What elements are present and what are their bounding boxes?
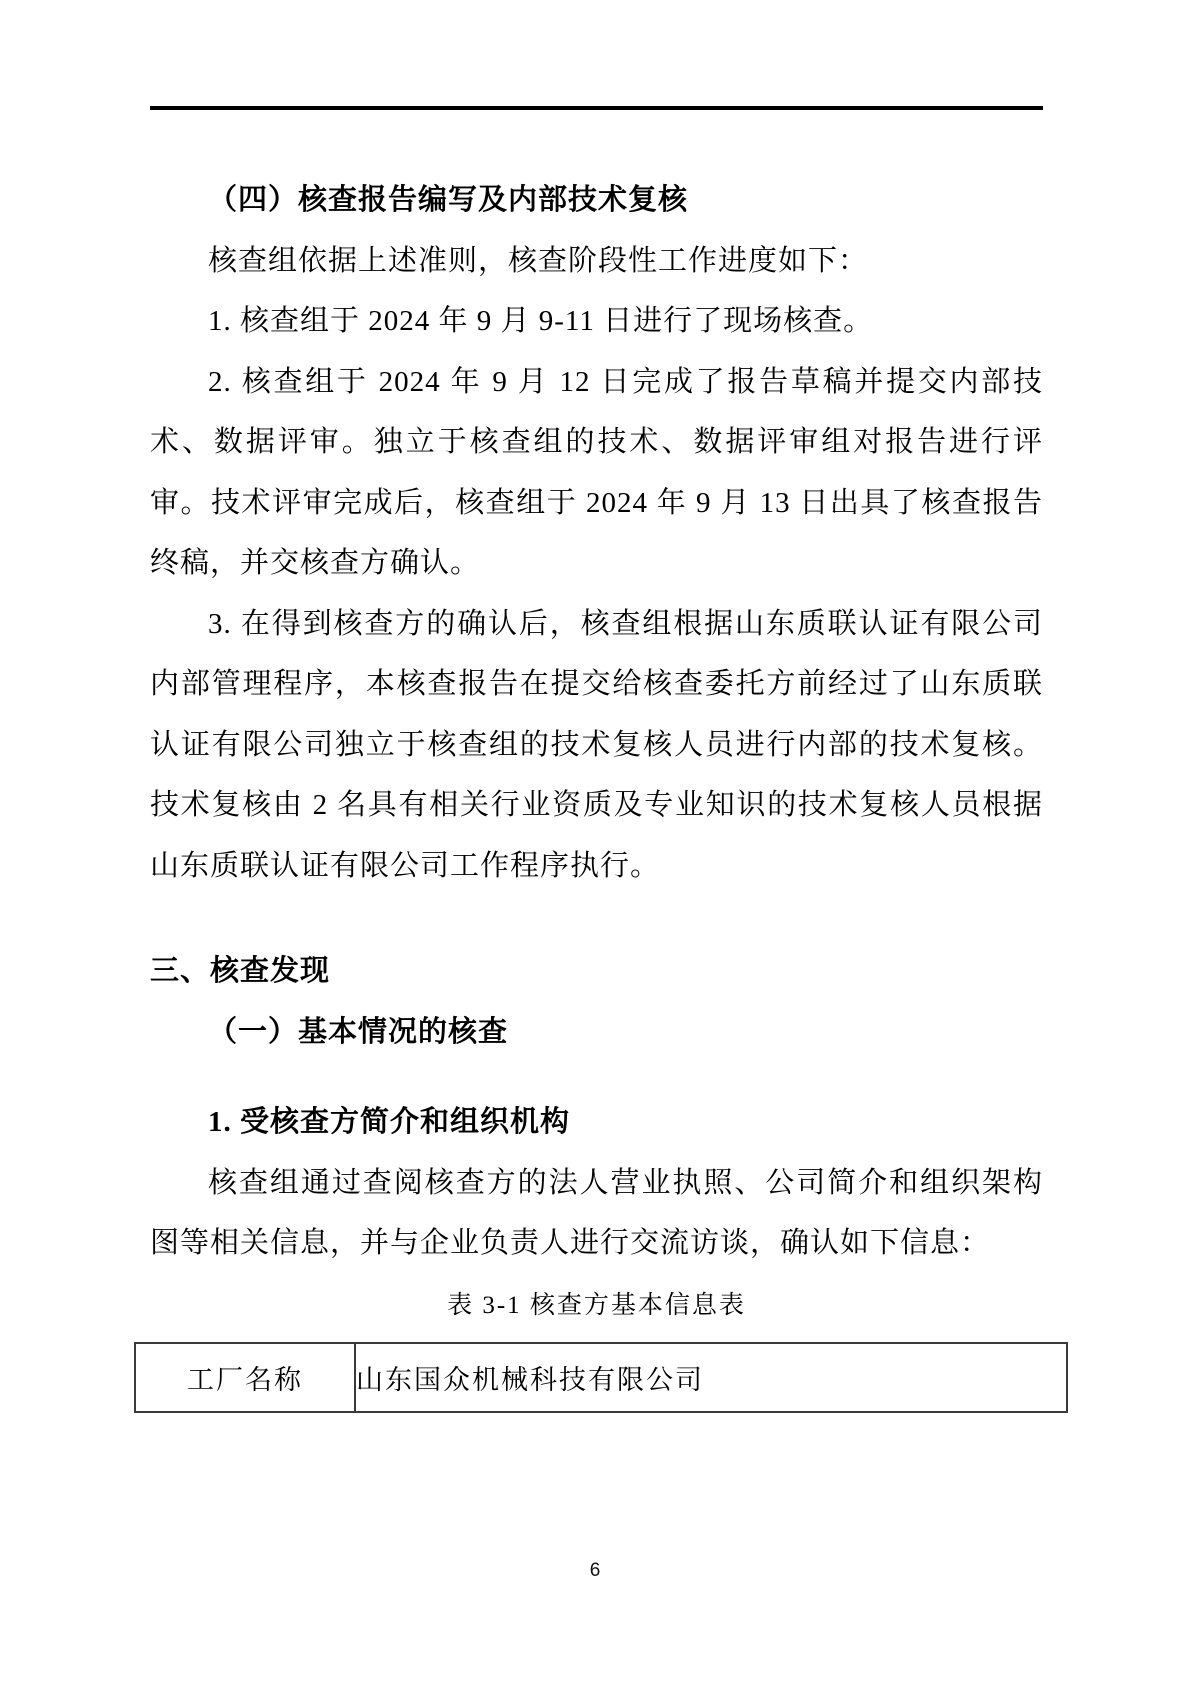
section4-heading: （四）核查报告编写及内部技术复核 <box>208 184 689 216</box>
subsection1-1-heading: 1. 受核查方简介和组织机构 <box>208 1106 571 1138</box>
document-body <box>150 170 1043 1326</box>
paragraph-intro: 核查组依据上述准则，核查阶段性工作进度如下： <box>208 244 869 277</box>
basic-info-table <box>134 1342 1068 1413</box>
table-caption: 表 3-1 核查方基本信息表 <box>447 1291 746 1319</box>
header-rule <box>150 106 1043 110</box>
factory-name-value: 山东国众机械科技有限公司 <box>355 1343 1067 1412</box>
factory-name-label: 工厂名称 <box>135 1343 355 1412</box>
table-row <box>135 1343 1067 1412</box>
paragraph-item1: 1. 核查组于 2024 年 9 月 9-11 日进行了现场核查。 <box>208 305 874 337</box>
page-content <box>150 0 1043 1413</box>
section3-heading: 三、核查发现 <box>150 955 331 987</box>
paragraph-item3: 3. 在得到核查方的确认后，核查组根据山东质联认证有限公司内部管理程序，本核查报告在提交给核查委托方前经过了山东质联认证有限公司独立于核查组的技术复核人员进行内部的技术复核。技术复核由 2 名具有相关行业资质及专业知识的技术复核人员根据山东质联认证有限公司工作程序执行。 <box>150 607 1043 882</box>
page-number: 6 <box>589 1560 601 1581</box>
paragraph-item2: 2. 核查组于 2024 年 9 月 12 日完成了报告草稿并提交内部技术、数据评审。独立于核查组的技术、数据评审组对报告进行评审。技术评审完成后，核查组于 2024 年 9 月 13 日出具了核查报告终稿，并交核查方确认。 <box>150 365 1043 579</box>
subsection1-1-paragraph: 核查组通过查阅核查方的法人营业执照、公司简介和组织架构图等相关信息，并与企业负责人进行交流访谈，确认如下信息： <box>150 1166 1043 1259</box>
subsection1-heading: （一）基本情况的核查 <box>208 1015 509 1048</box>
